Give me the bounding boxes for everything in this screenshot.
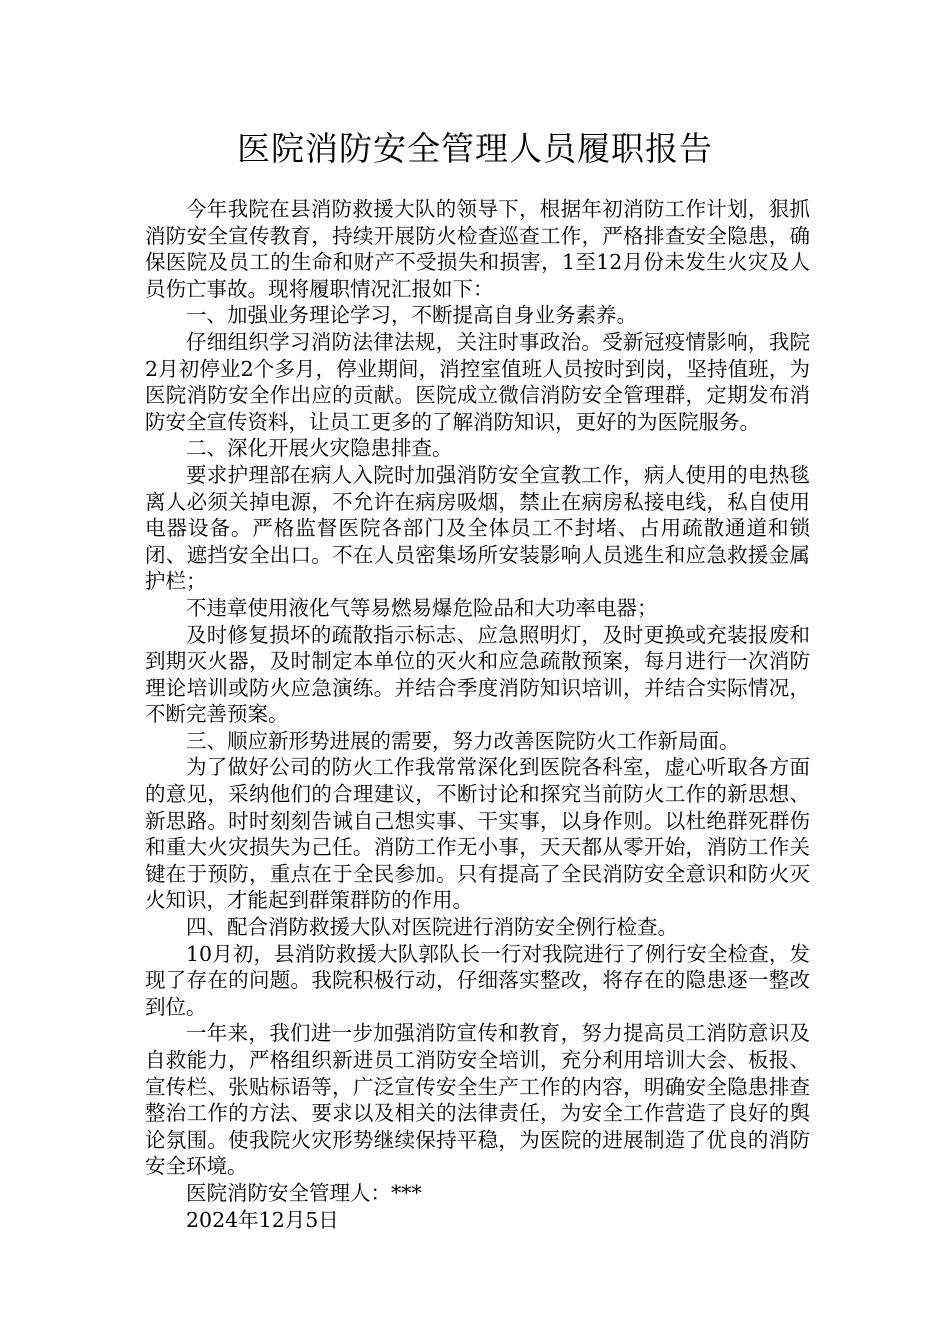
report-body	[145, 196, 810, 1233]
paragraph-intro: 今年我院在县消防救援大队的领导下，根据年初消防工作计划，狠抓消防安全宣传教育，持续开展防火检查巡查工作，严格排查安全隐患，确保医院及员工的生命和财产不受损失和损害，1至12月份未发生火灾及人员伤亡事故。现将履职情况汇报如下：	[145, 197, 810, 301]
date-line: 2024年12月5日	[186, 1207, 339, 1232]
paragraph-2b: 不违章使用液化气等易燃易爆危险品和大功率电器；	[186, 595, 658, 620]
paragraph-2c: 及时修复损坏的疏散指示标志、应急照明灯，及时更换或充装报废和到期灭火器，及时制定本单位的灭火和应急疏散预案，每月进行一次消防理论培训或防火应急演练。并结合季度消防知识培训，并结合实际情况，不断完善预案。	[145, 622, 810, 727]
paragraph-summary: 一年来，我们进一步加强消防宣传和教育，努力提高员工消防意识及自救能力，严格组织新进员工消防安全培训，充分利用培训大会、板报、宣传栏、张贴标语等，广泛宣传安全生产工作的内容，明确安全隐患排查整治工作的方法、要求以及相关的法律责任，为安全工作营造了良好的舆论氛围。使我院火灾形势继续保持平稳，为医院的进展制造了优良的消防安全环境。	[145, 1021, 810, 1179]
paragraph-2a: 要求护理部在病人入院时加强消防安全宣教工作，病人使用的电热毯离人必须关掉电源，不允许在病房吸烟，禁止在病房私接电线，私自使用电器设备。严格监督医院各部门及全体员工不封堵、占用疏散通道和锁闭、遮挡安全出口。不在人员密集场所安装影响人员逃生和应急救援金属护栏；	[145, 462, 810, 594]
page-title: 医院消防安全管理人员履职报告	[237, 129, 713, 168]
paragraph-1: 仔细组织学习消防法律法规，关注时事政治。受新冠疫情影响，我院2月初停业2个多月，停业期间，消控室值班人员按时到岗，坚持值班，为医院消防安全作出应的贡献。医院成立微信消防安全管理群，定期发布消防安全宣传资料，让员工更多的了解消防知识，更好的为医院服务。	[145, 329, 810, 434]
paragraph-4: 10月初，县消防救援大队郭队长一行对我院进行了例行安全检查，发现了存在的问题。我院积极行动，仔细落实整改，将存在的隐患逐一整改到位。	[145, 941, 810, 1019]
signature-line: 医院消防安全管理人：***	[186, 1180, 422, 1205]
section-heading-3: 三、顺应新形势进展的需要，努力改善医院防火工作新局面。	[186, 728, 740, 753]
paragraph-3: 为了做好公司的防火工作我常常深化到医院各科室，虚心听取各方面的意见，采纳他们的合理建议，不断讨论和探究当前防火工作的新思想、新思路。时时刻刻告诫自己想实事、干实事，以身作则。以杜绝群死群伤和重大火灾损失为己任。消防工作无小事，天天都从零开始，消防工作关键在于预防，重点在于全民参加。只有提高了全民消防安全意识和防火灭火知识，才能起到群策群防的作用。	[145, 755, 810, 913]
section-heading-1: 一、加强业务理论学习，不断提高自身业务素养。	[186, 303, 637, 328]
section-heading-4: 四、配合消防救援大队对医院进行消防安全例行检查。	[186, 915, 678, 940]
section-heading-2: 二、深化开展火灾隐患排查。	[186, 436, 453, 461]
